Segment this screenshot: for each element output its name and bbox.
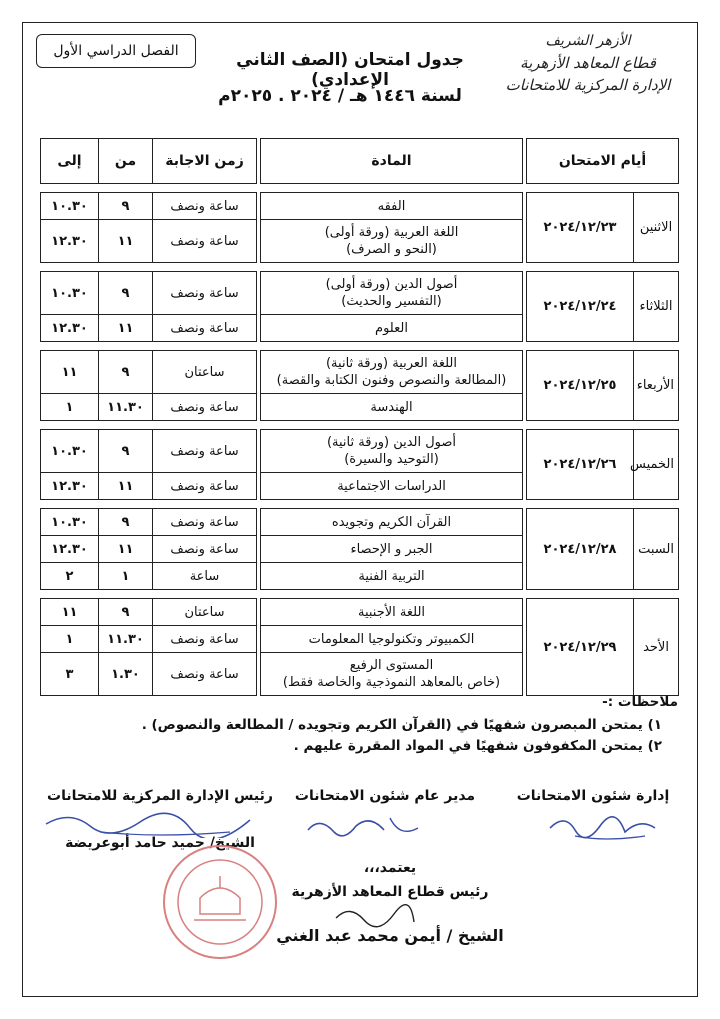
from-cell: ٩ bbox=[99, 272, 153, 315]
approval-text: يعتمد،،، bbox=[363, 860, 417, 876]
from-cell: ٩ bbox=[99, 599, 153, 626]
handwritten-signature bbox=[40, 806, 270, 838]
group-separator bbox=[41, 263, 679, 272]
logo-line-2: قطاع المعاهد الأزهرية bbox=[520, 54, 656, 72]
from-cell: ١ bbox=[99, 563, 153, 590]
to-cell: ١٢.٣٠ bbox=[41, 220, 99, 263]
exam-day: الخميس bbox=[634, 430, 679, 500]
from-cell: ١١.٣٠ bbox=[99, 394, 153, 421]
header-from: من bbox=[99, 139, 153, 184]
exam-day: الأربعاء bbox=[634, 351, 679, 421]
exam-date: ٢٠٢٤/١٢/٢٩ bbox=[527, 599, 634, 696]
from-cell: ٩ bbox=[99, 351, 153, 394]
duration-cell: ساعة ونصف bbox=[153, 220, 257, 263]
handwritten-signature bbox=[330, 900, 420, 930]
table-row bbox=[41, 599, 679, 626]
duration-cell: ساعة ونصف bbox=[153, 653, 257, 696]
sector-head-title: رئيس قطاع المعاهد الأزهرية bbox=[291, 884, 489, 900]
azhar-logo bbox=[498, 30, 678, 96]
group-separator bbox=[41, 500, 679, 509]
table-row bbox=[41, 272, 679, 315]
exam-date: ٢٠٢٤/١٢/٢٨ bbox=[527, 509, 634, 590]
semester-label: الفصل الدراسي الأول bbox=[36, 34, 196, 68]
duration-cell: ساعتان bbox=[153, 599, 257, 626]
subject-cell: اللغة العربية (ورقة أولى) (النحو و الصرف) bbox=[261, 220, 523, 263]
to-cell: ١٠.٣٠ bbox=[41, 430, 99, 473]
header-to: إلى bbox=[41, 139, 99, 184]
duration-cell: ساعة ونصف bbox=[153, 394, 257, 421]
subject-cell: التربية الفنية bbox=[261, 563, 523, 590]
duration-cell: ساعة ونصف bbox=[153, 473, 257, 500]
duration-cell: ساعة ونصف bbox=[153, 193, 257, 220]
header-duration: زمن الاجابة bbox=[153, 139, 257, 184]
subject-cell: الكمبيوتر وتكنولوجيا المعلومات bbox=[261, 626, 523, 653]
from-cell: ١١ bbox=[99, 315, 153, 342]
notes-title: ملاحظات :- bbox=[602, 694, 678, 710]
exam-date: ٢٠٢٤/١٢/٢٤ bbox=[527, 272, 634, 342]
academic-year: لسنة ١٤٤٦ هـ / ٢٠٢٤ . ٢٠٢٥م bbox=[218, 86, 462, 106]
table-row bbox=[41, 430, 679, 473]
subject-cell: المستوى الرفيع (خاص بالمعاهد النموذجية والخاصة فقط) bbox=[261, 653, 523, 696]
to-cell: ١١ bbox=[41, 599, 99, 626]
note-item: ١) يمتحن المبصرون شفهيًا في (القرآن الكريم وتجويده / المطالعة والنصوص) . bbox=[141, 717, 662, 733]
subject-cell: الجبر و الإحصاء bbox=[261, 536, 523, 563]
to-cell: ١٢.٣٠ bbox=[41, 473, 99, 500]
to-cell: ٣ bbox=[41, 653, 99, 696]
signature-general-manager: مدير عام شئون الامتحانات bbox=[294, 788, 476, 804]
duration-cell: ساعتان bbox=[153, 351, 257, 394]
from-cell: ١١ bbox=[99, 473, 153, 500]
exam-schedule-table bbox=[40, 138, 679, 696]
from-cell: ١١ bbox=[99, 536, 153, 563]
table-row bbox=[41, 509, 679, 536]
duration-cell: ساعة bbox=[153, 563, 257, 590]
exam-day: الاثنين bbox=[634, 193, 679, 263]
to-cell: ١١ bbox=[41, 351, 99, 394]
to-cell: ١٠.٣٠ bbox=[41, 509, 99, 536]
to-cell: ١٢.٣٠ bbox=[41, 536, 99, 563]
group-separator bbox=[41, 590, 679, 599]
subject-cell: اللغة الأجنبية bbox=[261, 599, 523, 626]
exam-day: السبت bbox=[634, 509, 679, 590]
logo-line-3: الإدارة المركزية للامتحانات bbox=[505, 76, 671, 94]
to-cell: ١ bbox=[41, 626, 99, 653]
page-title: جدول امتحان (الصف الثاني الإعدادي) bbox=[236, 50, 464, 90]
subject-cell: أصول الدين (ورقة أولى) (التفسير والحديث) bbox=[261, 272, 523, 315]
group-separator bbox=[41, 421, 679, 430]
duration-cell: ساعة ونصف bbox=[153, 626, 257, 653]
exam-day: الأحد bbox=[634, 599, 679, 696]
exam-day: الثلاثاء bbox=[634, 272, 679, 342]
central-head-name: الشيخ/ حميد حامد أبوعريضة bbox=[65, 835, 255, 851]
subject-cell: العلوم bbox=[261, 315, 523, 342]
subject-cell: الدراسات الاجتماعية bbox=[261, 473, 523, 500]
subject-cell: القرآن الكريم وتجويده bbox=[261, 509, 523, 536]
from-cell: ١١.٣٠ bbox=[99, 626, 153, 653]
from-cell: ٩ bbox=[99, 430, 153, 473]
from-cell: ١١ bbox=[99, 220, 153, 263]
official-stamp bbox=[160, 842, 280, 962]
note-item: ٢) يمتحن المكفوفون شفهيًا في المواد المقررة عليهم . bbox=[293, 738, 662, 754]
exam-date: ٢٠٢٤/١٢/٢٦ bbox=[527, 430, 634, 500]
duration-cell: ساعة ونصف bbox=[153, 430, 257, 473]
header-days: أيام الامتحان bbox=[527, 139, 679, 184]
handwritten-signature bbox=[545, 808, 665, 844]
signature-central-head: رئيس الإدارة المركزية للامتحانات bbox=[47, 788, 273, 804]
signature-exam-admin: إدارة شئون الامتحانات bbox=[516, 788, 670, 804]
group-separator bbox=[41, 184, 679, 193]
duration-cell: ساعة ونصف bbox=[153, 272, 257, 315]
notes-section bbox=[42, 692, 678, 757]
header-subject: المادة bbox=[261, 139, 523, 184]
subject-cell: الفقه bbox=[261, 193, 523, 220]
subject-cell: الهندسة bbox=[261, 394, 523, 421]
table-row bbox=[41, 351, 679, 394]
exam-date: ٢٠٢٤/١٢/٢٥ bbox=[527, 351, 634, 421]
to-cell: ١٠.٣٠ bbox=[41, 272, 99, 315]
duration-cell: ساعة ونصف bbox=[153, 315, 257, 342]
from-cell: ١.٣٠ bbox=[99, 653, 153, 696]
from-cell: ٩ bbox=[99, 193, 153, 220]
table-row bbox=[41, 193, 679, 220]
duration-cell: ساعة ونصف bbox=[153, 509, 257, 536]
to-cell: ١٢.٣٠ bbox=[41, 315, 99, 342]
to-cell: ١٠.٣٠ bbox=[41, 193, 99, 220]
subject-cell: أصول الدين (ورقة ثانية) (التوحيد والسيرة) bbox=[261, 430, 523, 473]
from-cell: ٩ bbox=[99, 509, 153, 536]
to-cell: ٢ bbox=[41, 563, 99, 590]
sector-head-name: الشيخ / أيمن محمد عبد الغني bbox=[276, 926, 504, 945]
subject-cell: اللغة العربية (ورقة ثانية) (المطالعة والنصوص وفنون الكتابة والقصة) bbox=[261, 351, 523, 394]
exam-date: ٢٠٢٤/١٢/٢٣ bbox=[527, 193, 634, 263]
logo-line-1: الأزهر الشريف bbox=[545, 33, 631, 49]
group-separator bbox=[41, 342, 679, 351]
handwritten-signature bbox=[300, 808, 430, 848]
to-cell: ١ bbox=[41, 394, 99, 421]
duration-cell: ساعة ونصف bbox=[153, 536, 257, 563]
